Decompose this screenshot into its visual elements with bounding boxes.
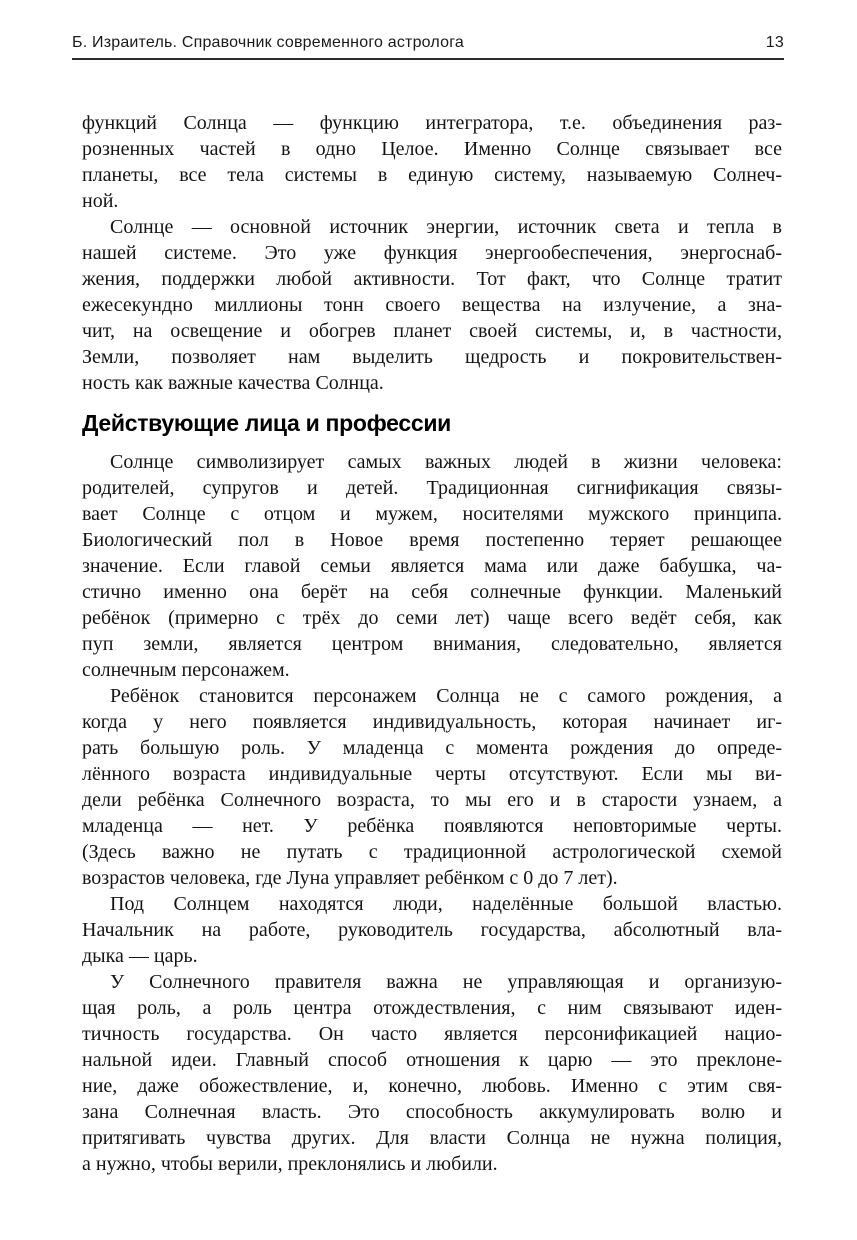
section-heading: Действующие лица и профессии (82, 410, 452, 436)
text-line: рать большую роль. У младенца с момента рождения до опреде- (82, 737, 782, 759)
text-line: ежесекундно миллионы тонн своего вещества на излучение, а зна- (82, 294, 782, 316)
text-line: щая роль, а роль центра отождествления, с ним связывают иден- (82, 997, 782, 1019)
running-header (72, 34, 784, 60)
text-line: розненных частей в одно Целое. Именно Солнце связывает все (82, 138, 782, 160)
content (82, 110, 782, 1177)
text-line: родителей, супругов и детей. Традиционная сигнификация связы- (82, 477, 782, 499)
text-line: тичность государства. Он часто является персонификацией нацио- (82, 1023, 782, 1045)
text-line: дыка — царь. (82, 945, 198, 967)
text-line: нашей системе. Это уже функция энергообеспечения, энергоснаб- (82, 242, 782, 264)
text-line: возрастов человека, где Луна управляет ребёнком с 0 до 7 лет). (82, 867, 618, 889)
text-line: Ребёнок становится персонажем Солнца не с самого рождения, а (110, 685, 782, 707)
paragraph (82, 110, 782, 214)
text-line: Солнце символизирует самых важных людей в жизни человека: (110, 451, 782, 473)
text-line: жения, поддержки любой активности. Тот факт, что Солнце тратит (82, 268, 782, 290)
text-line: (Здесь важно не путать с традиционной астрологической схемой (82, 841, 782, 863)
text-line: вает Солнце с отцом и мужем, носителями мужского принципа. (82, 503, 782, 525)
text-line: значение. Если главой семьи является мама или даже бабушка, ча- (82, 555, 782, 577)
text-line: стично именно она берёт на себя солнечные функции. Маленький (82, 581, 782, 603)
text-line: младенца — нет. У ребёнка появляются неповторимые черты. (82, 815, 782, 837)
text-line: планеты, все тела системы в единую систему, называемую Солнеч- (82, 164, 782, 186)
paragraph (82, 969, 782, 1177)
text-line: Биологический пол в Новое время постепенно теряет решающее (82, 529, 782, 551)
text-line: когда у него появляется индивидуальность, которая начинает иг- (82, 711, 782, 733)
text-line: нальной идеи. Главный способ отношения к царю — это преклоне- (82, 1049, 782, 1071)
text-line: зана Солнечная власть. Это способность аккумулировать волю и (82, 1101, 782, 1123)
paragraph (82, 683, 782, 891)
text-line: Солнце — основной источник энергии, источник света и тепла в (110, 216, 782, 238)
page-number: 13 (765, 34, 784, 51)
text-line: ние, даже обожествление, и, конечно, любовь. Именно с этим свя- (82, 1075, 782, 1097)
text-line: чит, на освещение и обогрев планет своей системы, и, в частности, (82, 320, 782, 342)
text-line: а нужно, чтобы верили, преклонялись и любили. (82, 1153, 498, 1175)
text-line: У Солнечного правителя важна не управляющая и организую- (110, 971, 782, 993)
text-line: Под Солнцем находятся люди, наделённые большой властью. (110, 893, 782, 915)
text-line: ность как важные качества Солнца. (82, 372, 384, 394)
text-line: притягивать чувства других. Для власти Солнца не нужна полиция, (82, 1127, 782, 1149)
text-line: функций Солнца — функцию интегратора, т.е. объединения раз- (82, 112, 782, 134)
text-line: солнечным персонажем. (82, 659, 290, 681)
text-line: лённого возраста индивидуальные черты отсутствуют. Если мы ви- (82, 763, 782, 785)
paragraph (82, 214, 782, 396)
running-title: Б. Израитель. Справочник современного астролога (72, 34, 465, 51)
text-line: ной. (82, 190, 119, 212)
text-line: дели ребёнка Солнечного возраста, то мы его и в старости узнаем, а (82, 789, 782, 811)
paragraph (82, 449, 782, 683)
text-line: Начальник на работе, руководитель государства, абсолютный вла- (82, 919, 782, 941)
text-line: ребёнок (примерно с трёх до семи лет) чаще всего ведёт себя, как (82, 607, 782, 629)
text-line: Земли, позволяет нам выделить щедрость и покровительствен- (82, 346, 782, 368)
paragraph (82, 891, 782, 969)
text-line: пуп земли, является центром внимания, следовательно, является (82, 633, 782, 655)
